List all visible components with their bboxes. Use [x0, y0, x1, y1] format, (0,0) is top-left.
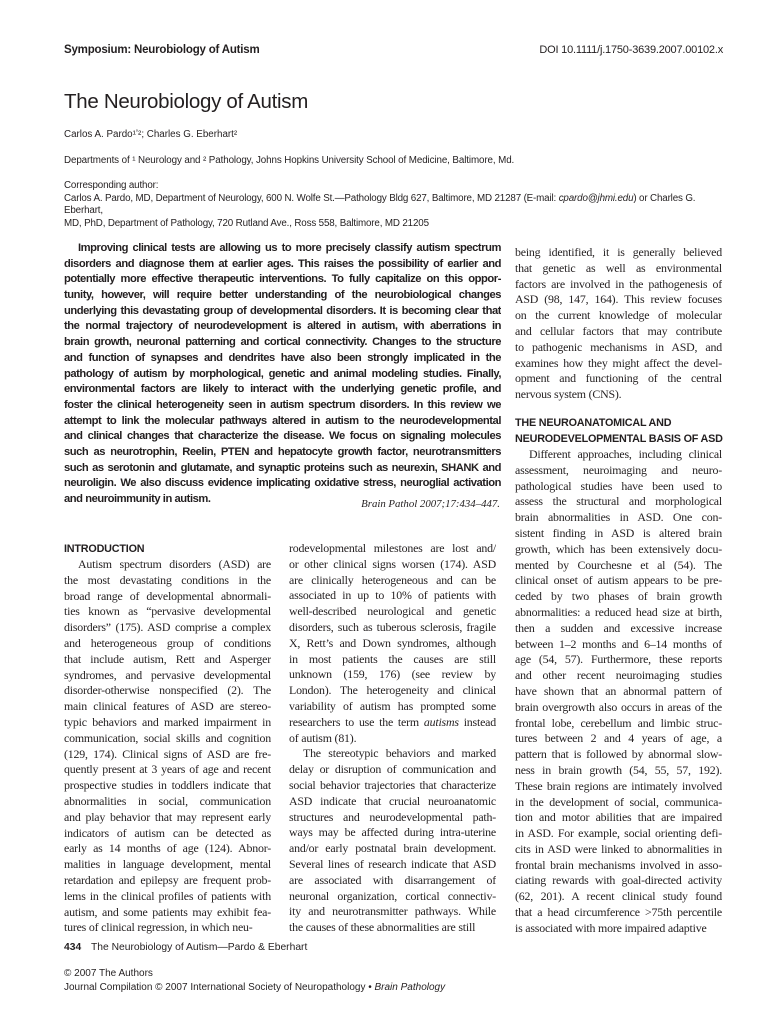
text-line: ciating rewards with goal-directed activity [515, 873, 722, 888]
text-line: neuronal organization, cortical connectiv- [289, 888, 496, 903]
abstract-line: and neuroimmunity in autism. [64, 493, 211, 505]
text-line: mented by Courchesne et al (54). The [515, 557, 722, 572]
text-line: ASD (98, 147, 164). This review focuses [515, 292, 722, 307]
abstract-line: potentially more effective therapeutic interventions. To fully capitalize on this oppor- [64, 273, 501, 286]
text-line: frontal brain mechanisms involved in asso- [515, 857, 722, 872]
text-line: autism, and some patients may exhibit fea- [64, 904, 271, 919]
abstract-line: and clinical changes that characterize the disease. We focus on signaling molecules [64, 430, 501, 443]
text-line: abnormalities: a reduced head size at birth, [515, 604, 722, 619]
section-label: Symposium: Neurobiology of Autism [64, 44, 260, 56]
journal-name: Brain Pathology [374, 982, 446, 993]
corresponding-text-cont: ) or Charles G. Eberhart, [64, 192, 696, 217]
text-line: (129, 174). Clinical signs of ASD are fre- [64, 746, 271, 761]
article-authors: Carlos A. Pardo¹ʼ²; Charles G. Eberhart² [64, 129, 238, 140]
text-line: and/or early postnatal brain development. [289, 841, 496, 856]
running-head: The Neurobiology of Autism—Pardo & Eberhart [91, 942, 308, 953]
text-line: clinical onset of autism appears to be pre- [515, 573, 722, 588]
text-line: in most patients the causes are still [289, 651, 496, 666]
text-line: sistent finding in ASD is altered brain [515, 525, 722, 540]
text-line: factors are involved in the pathogenesis of [515, 276, 722, 291]
article-affiliation: Departments of ¹ Neurology and ² Pathology, Johns Hopkins University School of Medicine, Baltimore, Md. [64, 155, 515, 166]
abstract-line: environmental factors are likely to interact with the underlying genetic profile, and [64, 383, 501, 396]
text-line: communication, social skills and cognition [64, 730, 271, 745]
text-line: growth, which has been extensively docu- [515, 541, 722, 556]
page-number: 434 [64, 942, 82, 953]
corresponding-line-1 [64, 193, 724, 218]
text-line: the most devastating conditions in the [64, 572, 271, 587]
text-line: ASD indicate that crucial neuroanatomic [289, 793, 496, 808]
text-line: then a sudden and excessive increase [515, 620, 722, 635]
text-line: delay or disruption of communication and [289, 762, 496, 777]
text-line: ties known as “pervasive developmental [64, 604, 271, 619]
citation: Brain Pathol 2007;17:434–447. [361, 498, 500, 510]
text-line: and cellular factors that may contribute [515, 323, 722, 338]
text-line: brain abnormalities in ASD. One con- [515, 510, 722, 525]
text-line: disorder-otherwise nonspecified (2). The [64, 683, 271, 698]
abstract [64, 241, 501, 508]
text-line: are clinically heterogeneous and can be [289, 572, 496, 587]
article-title: The Neurobiology of Autism [64, 90, 309, 113]
text-line: social behavior trajectories that characterize [289, 777, 496, 792]
text-line: (62, 201). A recent clinical study found [515, 889, 722, 904]
text-line: the causes of these abnormalities are still [289, 920, 476, 935]
corresponding-label: Corresponding author: [64, 180, 159, 191]
section-heading-introduction: INTRODUCTION [64, 543, 145, 555]
text-line: retardation and epilepsy are frequent prob- [64, 872, 271, 887]
text-line: rodevelopmental milestones are lost and/ [289, 541, 496, 555]
text-line: typic behaviors and marked impairment in [64, 714, 271, 729]
abstract-line: attempt to link the molecular pathways altered in autism to the neurodevelopmental [64, 414, 501, 427]
doi-label: DOI 10.1111/j.1750-3639.2007.00102.x [539, 44, 723, 56]
text-fragment: researchers to use the term [289, 714, 424, 729]
text-line: structures and neurodevelopmental path- [289, 809, 496, 824]
text-line: Autism spectrum disorders (ASD) are [78, 557, 271, 571]
corresponding-line-2: MD, PhD, Department of Pathology, 720 Rutland Ave., Ross 558, Baltimore, MD 21205 [64, 217, 429, 229]
column-1 [64, 541, 271, 936]
abstract-line: pathology of autism by morphological, genetic and animal modeling studies. Finally, [64, 367, 501, 380]
text-line: frontal lobe, cerebellum and limbic struc- [515, 715, 722, 730]
text-line: X, Rett’s and Down syndromes, although [289, 635, 496, 650]
text-line: syndromes, and pervasive developmental [64, 667, 271, 682]
text-line: broad range of developmental abnormali- [64, 588, 271, 603]
corresponding-text: Carlos A. Pardo, MD, Department of Neurology, 600 N. Wolfe St.—Pathology Bldg 627, Baltimore, MD 21287 (E-mail: [64, 192, 559, 204]
text-line: lems in the clinical profiles of patients with [64, 888, 271, 903]
text-line: have shown that an abnormal pattern of [515, 683, 722, 698]
abstract-line: tunity, however, will require better understanding of the neurobiological changes [64, 289, 501, 302]
journal-compilation-text: Journal Compilation © 2007 International Society of Neuropathology • [64, 982, 375, 993]
corresponding-email[interactable]: cpardo@jhmi.edu [558, 192, 634, 204]
section-heading-line-2: NEURODEVELOPMENTAL BASIS OF ASD [515, 432, 723, 445]
copyright-line: © 2007 The Authors [64, 968, 153, 979]
text-line: abnormalities in social, communication [64, 793, 271, 808]
text-line: Several lines of research indicate that ASD [289, 856, 496, 871]
text-line: ity and neurotransmitter pathways. While [289, 904, 496, 919]
text-line: ways may be affected during intra-uterine [289, 825, 496, 840]
paragraph [289, 746, 496, 936]
text-line: that a head circumference >75th percentile [515, 905, 722, 920]
text-line: brain overgrowth also occurs in areas of the [515, 699, 722, 714]
text-line: well-described neurological and genetic [289, 604, 496, 619]
text-line: being identified, it is generally believed [515, 245, 722, 259]
text-line: These brain regions are intimately involved [515, 778, 722, 793]
text-line [289, 715, 496, 731]
text-line: age (54, 57). Furthermore, these reports [515, 652, 722, 667]
text-line: tures between 2 and 4 years of age, a [515, 731, 722, 746]
text-line: London). The heterogeneity and clinical [289, 683, 496, 698]
text-line: to pathogenic mechanisms in ASD, and [515, 339, 722, 354]
text-line: pattern that is followed by abnormal slow- [515, 747, 722, 762]
text-line: quently present at 3 years of age and recent [64, 762, 271, 777]
text-line: of autism (81). [289, 730, 357, 745]
text-fragment: instead [458, 714, 496, 729]
text-line: in ASD. For example, social orienting defi- [515, 826, 722, 841]
italic-term: autisms [423, 714, 459, 729]
paragraph [515, 245, 722, 403]
abstract-line: the normal trajectory of neurodevelopment is altered in autism, with aberrations in [64, 320, 501, 333]
abstract-line: and function of synapses and dendrites have also been strongly implicated in the [64, 351, 501, 364]
text-line: malities in language development, mental [64, 857, 271, 872]
abstract-line: foster the clinical heterogeneity seen in autism spectrum disorders. In this review we [64, 398, 501, 411]
abstract-line: disorders and diagnose them at earlier ages. This raises the possibility of earlier and [64, 257, 501, 270]
introduction-paragraph [64, 557, 271, 936]
paragraph [289, 541, 496, 746]
text-line: and other recent neuroimaging studies [515, 668, 722, 683]
abstract-line: brain growth, neuronal patterning and cortical connectivity. Changes to the structure [64, 336, 501, 349]
text-line: assess the structural and morphological [515, 494, 722, 509]
text-line: ness in brain growth (54, 55, 57, 192). [515, 762, 722, 777]
section-heading-line-1: THE NEUROANATOMICAL AND [515, 416, 672, 429]
text-line: that genetic as well as environmental [515, 260, 722, 275]
text-line: or other clinical signs worsen (174). ASD [289, 556, 496, 571]
text-line: in the development of social, communica- [515, 794, 722, 809]
text-line: early as 14 months of age (124). Abnor- [64, 841, 271, 856]
text-line: associated in up to 10% of patients with [289, 588, 496, 603]
text-line: indicators of autism can be detected as [64, 825, 271, 840]
text-line: pathological studies have been used to [515, 478, 722, 493]
text-line: that include autism, Rett and Asperger [64, 651, 271, 666]
journal-compilation-line [64, 982, 445, 993]
text-line: prospective studies in toddlers indicate that [64, 778, 271, 793]
paragraph [515, 447, 722, 937]
text-line: is associated with more impaired adaptive [515, 920, 707, 935]
text-line: opment and functioning of the central [515, 371, 722, 386]
text-line: ceded by two phases of brain growth [515, 589, 722, 604]
text-line: The stereotypic behaviors and marked [303, 746, 496, 761]
text-line: nervous system (CNS). [515, 387, 622, 402]
abstract-line: such as serotonin and glutamate, and synaptic proteins such as neurexin, SHANK and [64, 461, 501, 474]
abstract-line: neuroligin. We also discuss evidence implicating oxidative stress, neuroglial activation [64, 477, 501, 490]
text-line: examines how they might affect the devel- [515, 355, 722, 370]
abstract-line: such as neurotrophin, Reelin, PTEN and hepatocyte growth factor, neurotransmitters [64, 445, 501, 458]
text-line: unknown (159, 176) (see review by [289, 667, 496, 682]
text-line: Different approaches, including clinical [529, 446, 722, 461]
text-line: disorders, such as tuberous sclerosis, fragile [289, 619, 496, 634]
text-line: variability of autism has prompted some [289, 698, 496, 713]
text-line: and heterogeneous group of conditions [64, 635, 271, 650]
text-line: main clinical features of ASD are stereo- [64, 699, 271, 714]
column-2 [289, 541, 496, 936]
abstract-line: underlying this devastating group of developmental disorders. It is becoming clear that [64, 304, 501, 317]
text-line: and play behavior that may represent early [64, 809, 271, 824]
text-line: tion and motor abilities that are impaired [515, 810, 722, 825]
text-line: cits in ASD were linked to abnormalities in [515, 841, 722, 856]
text-line: are associated with disarrangement of [289, 872, 496, 887]
text-line: assessment, neuroimaging and neuro- [515, 462, 722, 477]
text-line: tures of clinical regression, in which neu- [64, 920, 253, 935]
text-line: between 1–2 months and 6–14 months of [515, 636, 722, 651]
column-3 [515, 245, 722, 937]
text-line: on the current knowledge of molecular [515, 308, 722, 323]
text-line: disorders” (175). ASD comprise a complex [64, 620, 271, 635]
corresponding-author-block [64, 180, 724, 230]
abstract-line: Improving clinical tests are allowing us to more precisely classify autism spectrum [78, 242, 501, 254]
